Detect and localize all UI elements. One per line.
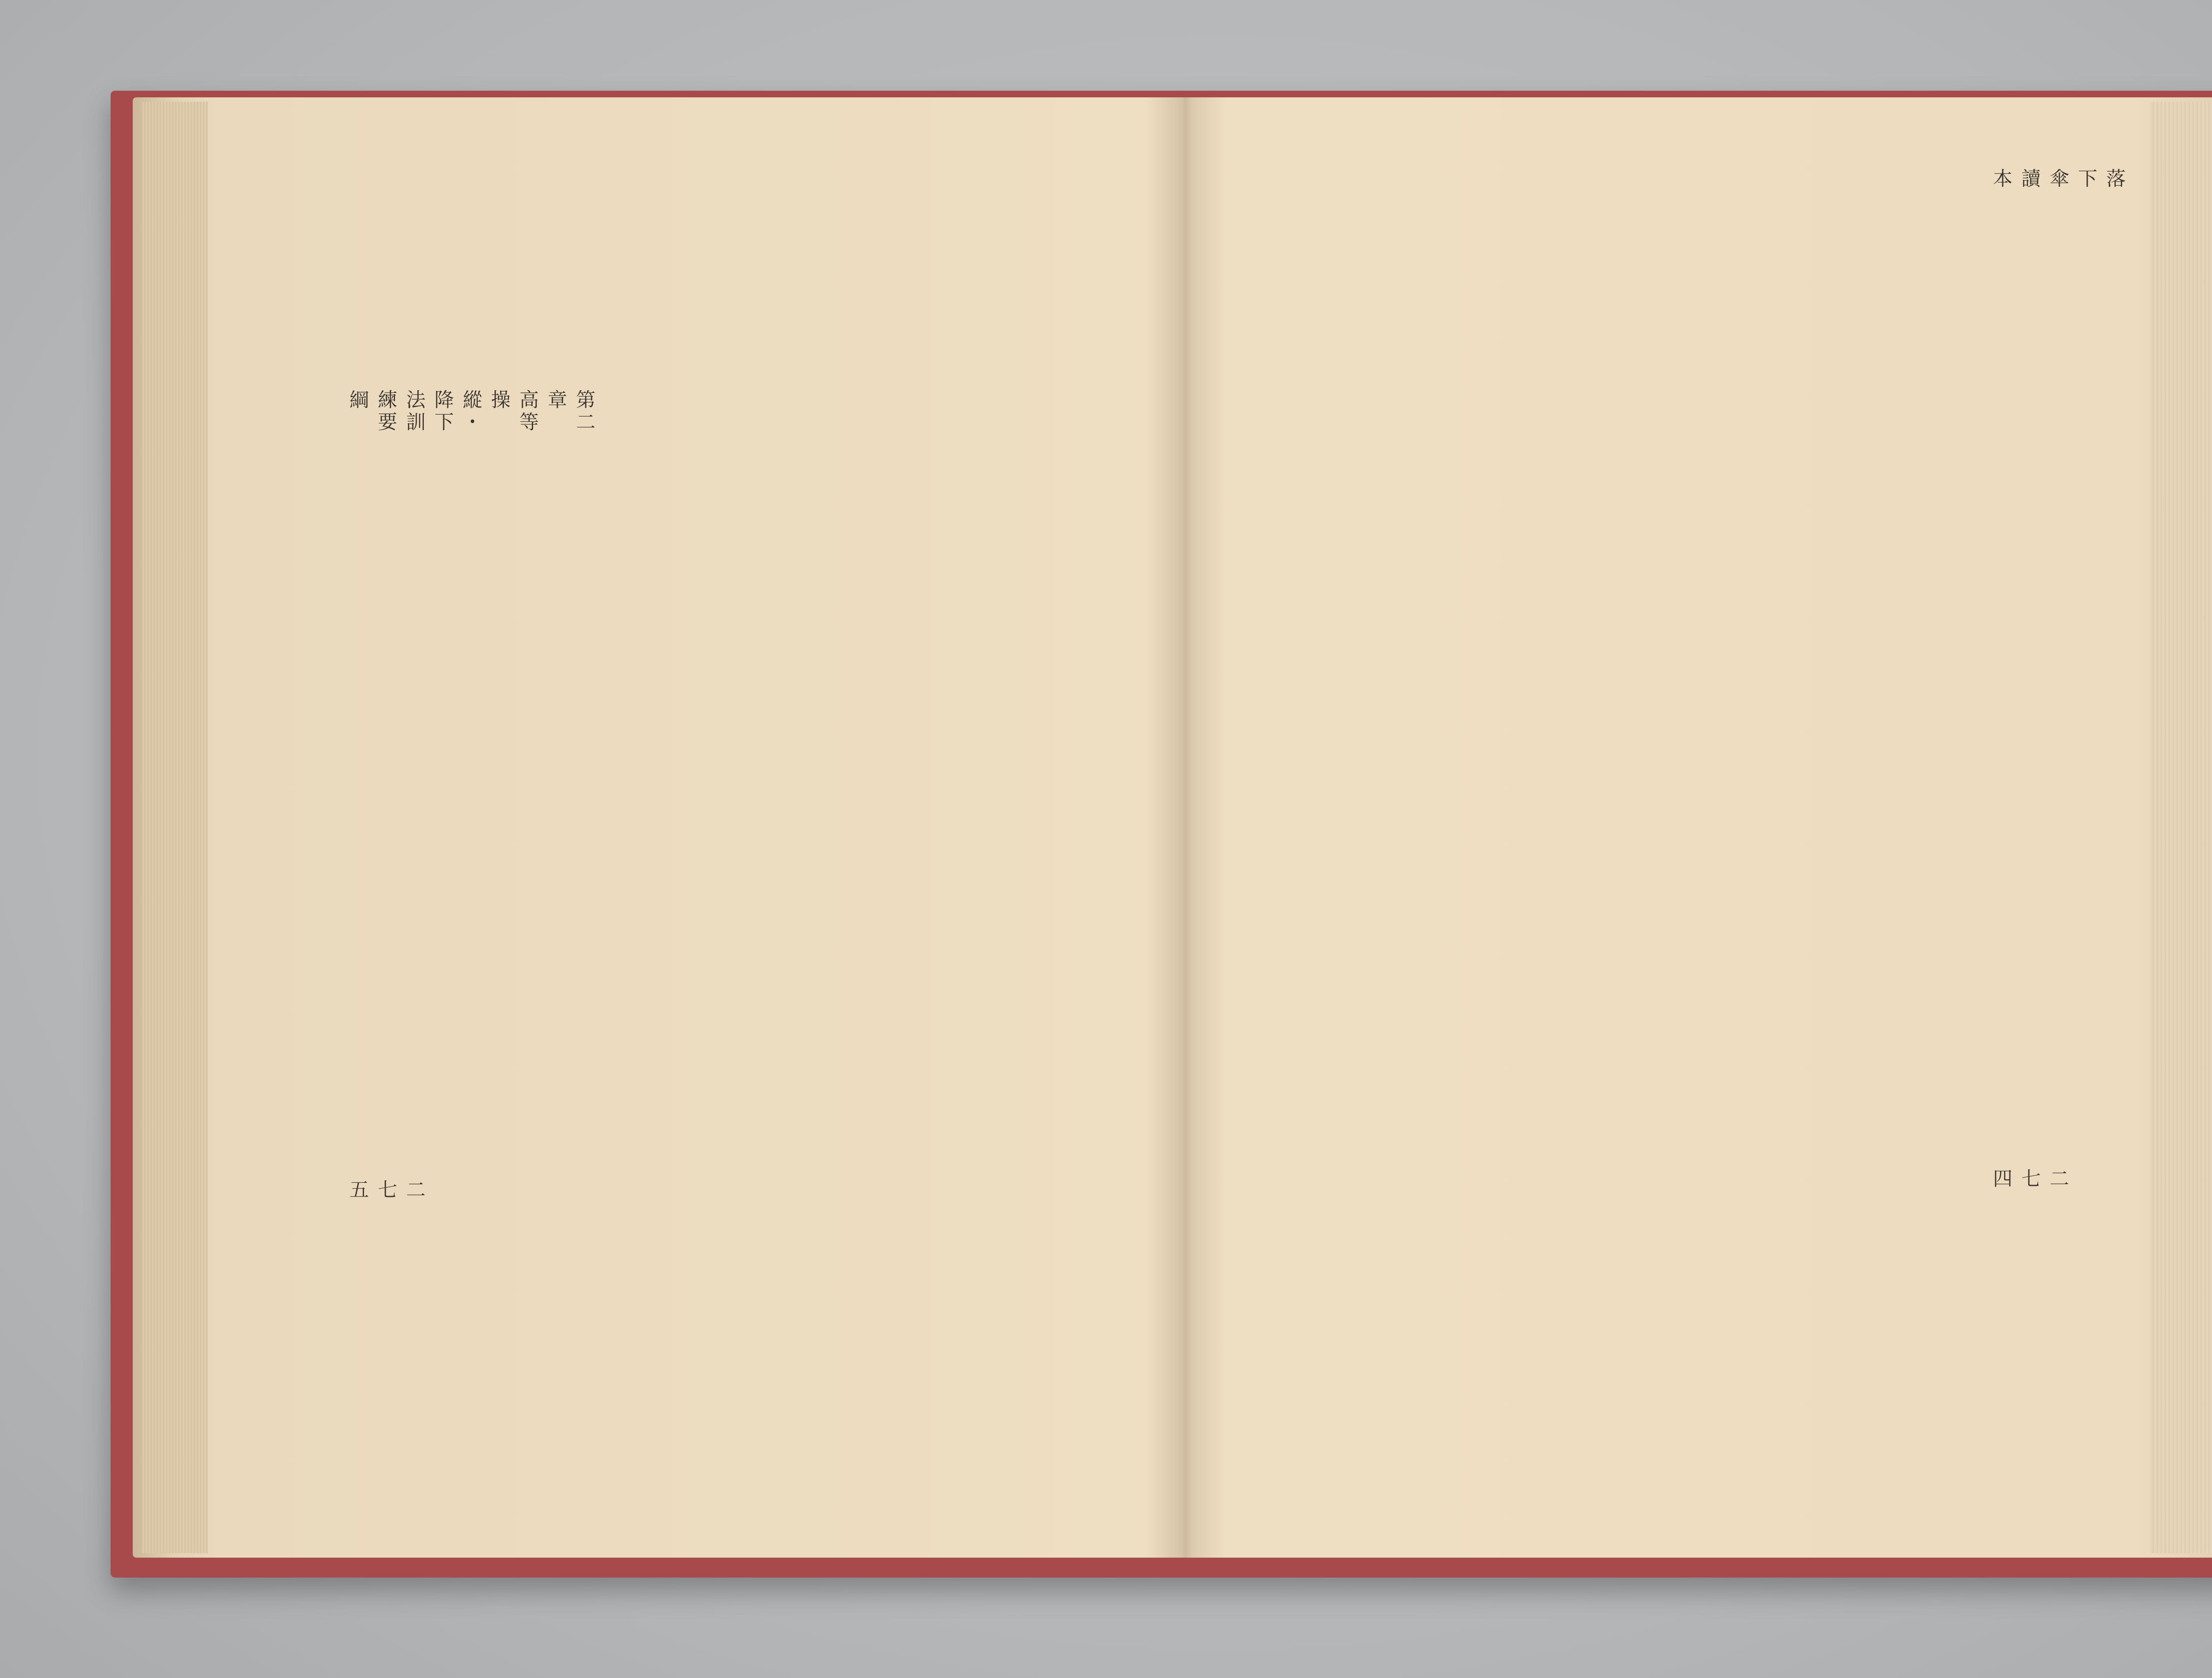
right-page-running-head: 落下傘讀本	[1989, 168, 2125, 190]
left-page-edges	[142, 102, 208, 1553]
right-page-number: 二七四	[1989, 1168, 2069, 1190]
right-page-edges	[2150, 102, 2212, 1553]
left-page-paper	[133, 97, 1186, 1558]
right-page-paper	[1186, 97, 2212, 1558]
left-page-running-head: 第二章 高等操縱・降下法訓練要綱	[346, 389, 595, 434]
left-page-number: 二七五	[346, 1179, 425, 1201]
book-gutter	[1146, 97, 1225, 1558]
